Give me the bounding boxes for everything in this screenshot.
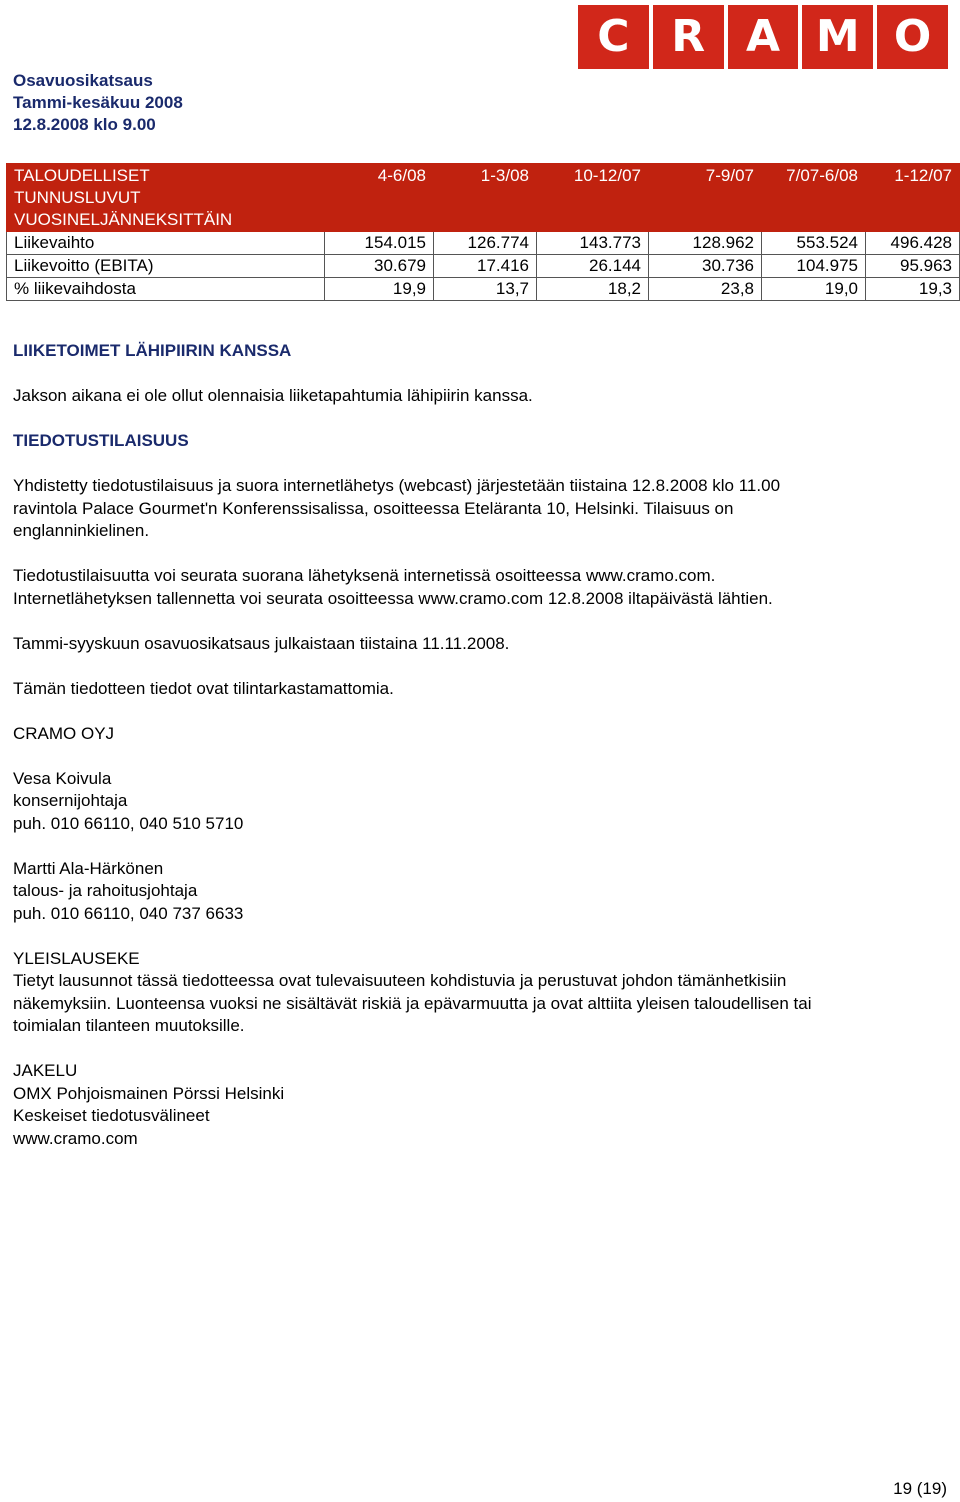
logo-letter: O — [877, 5, 948, 69]
disclaimer-text-line: näkemyksiin. Luonteensa vuoksi ne sisältävät riskiä ja epävarmuutta ja ovat alttiita yleisen taloudellisen tai — [13, 993, 812, 1013]
distribution-heading: JAKELU — [13, 1061, 78, 1080]
webcast-text-line: Internetlähetyksen tallennetta voi seurata osoitteessa www.cramo.com 12.8.2008 iltapäivästä lähtien. — [13, 588, 773, 608]
table-cell: 154.015 — [325, 232, 434, 255]
table-cell: 126.774 — [434, 232, 537, 255]
logo-letter: R — [653, 5, 724, 69]
column-header: 1-12/07 — [866, 164, 960, 232]
page-number: 19 (19) — [893, 1479, 947, 1498]
contact-phone: puh. 010 66110, 040 510 5710 — [13, 813, 244, 833]
table-title-line: TUNNUSLUVUT — [14, 188, 141, 207]
logo-letter: C — [578, 5, 649, 69]
contact-title: konsernijohtaja — [13, 791, 128, 810]
table-cell: 19,3 — [866, 278, 960, 301]
table-row — [7, 232, 960, 255]
briefing-text-line: ravintola Palace Gourmet'n Konferenssisalissa, osoitteessa Eteläranta 10, Helsinki. Tilaisuus on — [13, 498, 734, 518]
company-name: CRAMO OYJ — [13, 723, 115, 743]
report-period: Tammi-kesäkuu 2008 — [13, 93, 183, 112]
related-party-text: Jakson aikana ei ole ollut olennaisia liiketapahtumia lähipiirin kanssa. — [13, 386, 533, 405]
table-cell: 553.524 — [762, 232, 866, 255]
briefing-heading: TIEDOTUSTILAISUUS — [13, 431, 189, 450]
table-cell: 23,8 — [649, 278, 762, 301]
table-cell: 17.416 — [434, 255, 537, 278]
distribution-link[interactable]: www.cramo.com — [13, 1128, 138, 1148]
quarterly-key-figures-table — [6, 163, 960, 301]
column-header: 7/07-6/08 — [762, 164, 866, 232]
logo-letter: A — [728, 5, 799, 69]
table-row — [7, 255, 960, 278]
row-label: % liikevaihdosta — [7, 278, 325, 301]
table-cell: 13,7 — [434, 278, 537, 301]
webcast-text-line: Tiedotustilaisuutta voi seurata suorana lähetyksenä internetissä osoitteessa www.cramo.com. — [13, 566, 716, 585]
contact-phone: puh. 010 66110, 040 737 6633 — [13, 903, 244, 923]
document-body — [13, 340, 948, 1150]
release-time: 12.8.2008 klo 9.00 — [13, 115, 156, 134]
table-title — [7, 164, 325, 232]
column-header: 7-9/07 — [649, 164, 762, 232]
column-header: 4-6/08 — [325, 164, 434, 232]
disclaimer-text-line: toimialan tilanteen muutoksille. — [13, 1016, 245, 1035]
disclaimer-text-line: Tietyt lausunnot tässä tiedotteessa ovat tulevaisuuteen kohdistuvia ja perustuvat johdon tämänhetkisiin — [13, 971, 787, 990]
unaudited-note: Tämän tiedotteen tiedot ovat tilintarkastamattomia. — [13, 678, 394, 698]
table-cell: 30.679 — [325, 255, 434, 278]
table-cell: 26.144 — [537, 255, 649, 278]
contact-title: talous- ja rahoitusjohtaja — [13, 881, 198, 900]
table-cell: 496.428 — [866, 232, 960, 255]
distribution-item: OMX Pohjoismainen Pörssi Helsinki — [13, 1083, 285, 1103]
row-label: Liikevaihto — [7, 232, 325, 255]
table-cell: 95.963 — [866, 255, 960, 278]
table-title-line: TALOUDELLISET — [14, 166, 150, 185]
table-title-line: VUOSINELJÄNNEKSITTÄIN — [14, 210, 233, 229]
row-label: Liikevoitto (EBITA) — [7, 255, 325, 278]
table-header-row — [7, 164, 960, 232]
table-cell: 19,0 — [762, 278, 866, 301]
column-header: 10-12/07 — [537, 164, 649, 232]
contact-name: Martti Ala-Härkönen — [13, 858, 164, 878]
briefing-text-line: Yhdistetty tiedotustilaisuus ja suora internetlähetys (webcast) järjestetään tiistaina 12.8.2008 klo 11.00 — [13, 476, 781, 495]
table-cell: 18,2 — [537, 278, 649, 301]
logo-letter: M — [802, 5, 873, 69]
table-cell: 30.736 — [649, 255, 762, 278]
table-cell: 143.773 — [537, 232, 649, 255]
distribution-item: Keskeiset tiedotusvälineet — [13, 1106, 210, 1125]
disclaimer-heading: YLEISLAUSEKE — [13, 948, 140, 968]
table-cell: 19,9 — [325, 278, 434, 301]
briefing-text-line: englanninkielinen. — [13, 521, 150, 540]
contact-name: Vesa Koivula — [13, 768, 112, 788]
table-cell: 128.962 — [649, 232, 762, 255]
table-row — [7, 278, 960, 301]
report-type: Osavuosikatsaus — [13, 71, 153, 90]
column-header: 1-3/08 — [434, 164, 537, 232]
related-party-heading: LIIKETOIMET LÄHIPIIRIN KANSSA — [13, 341, 292, 360]
cramo-logo — [578, 5, 948, 69]
document-header — [13, 70, 183, 136]
table-cell: 104.975 — [762, 255, 866, 278]
next-report-text: Tammi-syyskuun osavuosikatsaus julkaistaan tiistaina 11.11.2008. — [13, 633, 510, 653]
